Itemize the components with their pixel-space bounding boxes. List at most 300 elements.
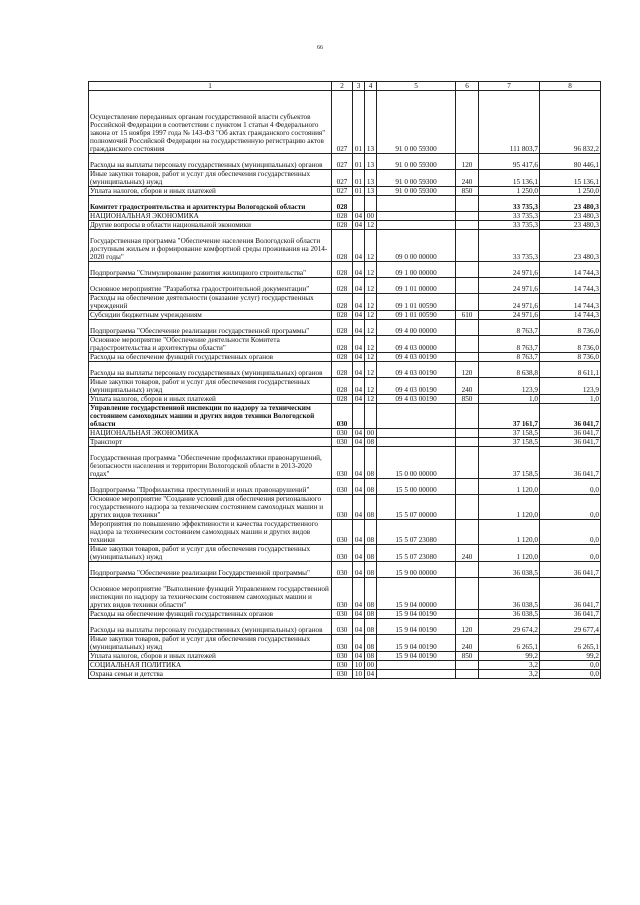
section-code: 04 [353,336,365,353]
subsection-code: 08 [365,619,377,635]
target-article-code: 91 0 00 59300 [377,187,456,196]
subsection-code: 04 [365,670,377,679]
row-name: Основное мероприятие "Разработка градостроительной документации" [89,278,332,294]
amount-col8: 123,9 [540,378,601,395]
target-article-code [377,429,456,438]
section-code: 04 [353,294,365,311]
row-name: Субсидии бюджетным учреждениям [89,311,332,320]
amount-col7: 8 763,7 [479,320,540,336]
amount-col8: 36 041,7 [540,429,601,438]
section-code [353,196,365,212]
amount-col8: 15 136,1 [540,170,601,187]
table-row [89,221,601,230]
table-row [89,196,601,212]
subsection-code: 12 [365,320,377,336]
target-article-code: 09 4 03 00190 [377,362,456,378]
target-article-code: 15 9 04 00000 [377,578,456,610]
gov-code: 028 [332,378,353,395]
target-article-code: 15 9 00 00000 [377,562,456,578]
gov-code: 030 [332,447,353,479]
table-row [89,154,601,170]
section-code: 04 [353,520,365,545]
subsection-code [365,196,377,212]
amount-col8: 0,0 [540,545,601,562]
gov-code: 030 [332,438,353,447]
table-row [89,187,601,196]
section-code: 04 [353,311,365,320]
row-name: Расходы на обеспечение деятельности (оказание услуг) государственных учреждений [89,294,332,311]
target-article-code: 09 1 00 00000 [377,262,456,278]
amount-col7: 37 158,5 [479,447,540,479]
amount-col8: 23 480,3 [540,230,601,262]
expense-type-code: 120 [456,619,479,635]
table-row [89,378,601,395]
amount-col8: 14 744,3 [540,262,601,278]
table-row [89,362,601,378]
amount-col7: 37 158,5 [479,438,540,447]
gov-code: 027 [332,187,353,196]
gov-code: 030 [332,429,353,438]
amount-col7: 1 120,0 [479,495,540,520]
budget-table [88,81,601,679]
row-name: Охрана семьи и детства [89,670,332,679]
row-name: НАЦИОНАЛЬНАЯ ЭКОНОМИКА [89,429,332,438]
row-name: Основное мероприятие "Обеспечение деятельности Комитета градостроительства и архитектуры области" [89,336,332,353]
gov-code: 028 [332,262,353,278]
expense-type-code [456,495,479,520]
target-article-code [377,661,456,670]
amount-col8: 36 041,7 [540,562,601,578]
target-article-code [377,196,456,212]
table-row [89,635,601,652]
amount-col7: 37 158,5 [479,429,540,438]
section-code: 04 [353,635,365,652]
amount-col7: 1 120,0 [479,479,540,495]
gov-code: 028 [332,336,353,353]
gov-code: 028 [332,294,353,311]
expense-type-code [456,404,479,429]
amount-col8: 29 677,4 [540,619,601,635]
amount-col7: 33 735,3 [479,230,540,262]
expense-type-code [456,212,479,221]
target-article-code: 15 0 00 00000 [377,447,456,479]
gov-code: 030 [332,479,353,495]
subsection-code: 12 [365,395,377,404]
section-code: 04 [353,262,365,278]
subsection-code [365,404,377,429]
section-code: 04 [353,230,365,262]
column-header: 6 [456,82,479,91]
table-row [89,438,601,447]
amount-col7: 24 971,6 [479,311,540,320]
subsection-code: 08 [365,652,377,661]
expense-type-code [456,438,479,447]
amount-col8: 6 265,1 [540,635,601,652]
table-row [89,311,601,320]
subsection-code: 08 [365,438,377,447]
column-header: 3 [353,82,365,91]
expense-type-code: 610 [456,311,479,320]
row-name: Уплата налогов, сборов и иных платежей [89,395,332,404]
amount-col7: 36 038,5 [479,610,540,619]
row-name: Расходы на выплаты персоналу государственных (муниципальных) органов [89,154,332,170]
subsection-code: 08 [365,635,377,652]
gov-code: 030 [332,635,353,652]
row-name: Транспорт [89,438,332,447]
subsection-code: 00 [365,429,377,438]
subsection-code: 13 [365,91,377,154]
table-row [89,230,601,262]
column-header: 2 [332,82,353,91]
table-row [89,610,601,619]
target-article-code [377,438,456,447]
gov-code: 030 [332,652,353,661]
section-code: 01 [353,91,365,154]
amount-col8: 0,0 [540,661,601,670]
section-code: 04 [353,652,365,661]
amount-col7: 99,2 [479,652,540,661]
amount-col7: 1 120,0 [479,545,540,562]
expense-type-code [456,294,479,311]
amount-col7: 3,2 [479,670,540,679]
expense-type-code: 120 [456,362,479,378]
row-name: Расходы на обеспечение функций государственных органов [89,353,332,362]
amount-col8: 14 744,3 [540,278,601,294]
target-article-code: 15 5 07 23080 [377,520,456,545]
row-name: Подпрограмма "Профилактика преступлений и иных правонарушений" [89,479,332,495]
target-article-code: 09 4 03 00190 [377,353,456,362]
subsection-code: 12 [365,362,377,378]
subsection-code: 13 [365,170,377,187]
target-article-code: 15 5 07 23080 [377,545,456,562]
column-header: 5 [377,82,456,91]
target-article-code: 91 0 00 59300 [377,91,456,154]
target-article-code: 15 9 04 00190 [377,619,456,635]
row-name: Государственная программа "Обеспечение профилактики правонарушений, безопасности населения и территории Вологодской области в 2013-2020 годах" [89,447,332,479]
amount-col8: 1 250,0 [540,187,601,196]
row-name: Комитет градостроительства и архитектуры Вологодской области [89,196,332,212]
table-row [89,320,601,336]
amount-col8: 0,0 [540,670,601,679]
section-code: 04 [353,447,365,479]
amount-col7: 1 120,0 [479,520,540,545]
section-code: 04 [353,395,365,404]
target-article-code: 09 1 01 00000 [377,278,456,294]
amount-col7: 24 971,6 [479,262,540,278]
row-name: Основное мероприятие "Выполнение функций Управлением государственной инспекции по надзору за техническим состоянием самоходных машин и других видов техники области" [89,578,332,610]
page-number: 66 [317,45,323,51]
expense-type-code: 240 [456,545,479,562]
subsection-code: 12 [365,278,377,294]
gov-code: 030 [332,520,353,545]
table-row [89,661,601,670]
gov-code: 030 [332,495,353,520]
row-name: Подпрограмма "Стимулирование развития жилищного строительства" [89,262,332,278]
amount-col7: 33 735,3 [479,196,540,212]
amount-col7: 15 136,1 [479,170,540,187]
subsection-code: 12 [365,230,377,262]
gov-code: 030 [332,545,353,562]
target-article-code: 09 4 03 00190 [377,395,456,404]
target-article-code: 09 1 01 00590 [377,311,456,320]
row-name: Расходы на выплаты персоналу государственных (муниципальных) органов [89,362,332,378]
section-code: 04 [353,545,365,562]
expense-type-code [456,262,479,278]
row-name: Основное мероприятие "Создание условий для обеспечения регионального государственного надзора за техническим состоянием самоходных машин и других видов техники" [89,495,332,520]
amount-col7: 8 638,8 [479,362,540,378]
amount-col8: 0,0 [540,479,601,495]
gov-code: 028 [332,311,353,320]
gov-code: 028 [332,362,353,378]
gov-code: 027 [332,154,353,170]
gov-code: 028 [332,320,353,336]
amount-col8: 0,0 [540,495,601,520]
row-name: СОЦИАЛЬНАЯ ПОЛИТИКА [89,661,332,670]
expense-type-code [456,429,479,438]
expense-type-code [456,670,479,679]
target-article-code: 09 4 03 00000 [377,336,456,353]
amount-col8: 14 744,3 [540,294,601,311]
expense-type-code: 240 [456,635,479,652]
table-row [89,495,601,520]
amount-col7: 95 417,6 [479,154,540,170]
expense-type-code [456,353,479,362]
row-name: Расходы на обеспечение функций государственных органов [89,610,332,619]
amount-col8: 8 736,0 [540,320,601,336]
target-article-code [377,212,456,221]
amount-col7: 3,2 [479,661,540,670]
target-article-code: 15 9 04 00190 [377,652,456,661]
expense-type-code: 850 [456,652,479,661]
table-row [89,520,601,545]
gov-code: 030 [332,578,353,610]
row-name: Подпрограмма "Обеспечение реализации Государственной программы" [89,562,332,578]
amount-col7: 36 038,5 [479,562,540,578]
amount-col7: 123,9 [479,378,540,395]
amount-col8: 80 446,1 [540,154,601,170]
section-code: 04 [353,429,365,438]
subsection-code: 08 [365,520,377,545]
target-article-code: 15 5 07 00000 [377,495,456,520]
expense-type-code [456,562,479,578]
amount-col7: 33 735,3 [479,212,540,221]
amount-col8: 36 041,7 [540,404,601,429]
table-row [89,479,601,495]
amount-col8: 36 041,7 [540,438,601,447]
gov-code: 028 [332,196,353,212]
subsection-code: 12 [365,221,377,230]
row-name: Расходы на выплаты персоналу государственных (муниципальных) органов [89,619,332,635]
expense-type-code: 240 [456,170,479,187]
row-name: Иные закупки товаров, работ и услуг для обеспечения государственных (муниципальных) нужд [89,635,332,652]
target-article-code: 15 9 04 00190 [377,635,456,652]
subsection-code: 08 [365,562,377,578]
amount-col8: 8 736,0 [540,353,601,362]
gov-code: 027 [332,91,353,154]
row-name: Уплата налогов, сборов и иных платежей [89,652,332,661]
expense-type-code [456,221,479,230]
table-row [89,545,601,562]
table-row [89,670,601,679]
expense-type-code [456,336,479,353]
gov-code: 028 [332,221,353,230]
table-row [89,429,601,438]
section-code: 10 [353,661,365,670]
table-row [89,578,601,610]
section-code: 04 [353,362,365,378]
section-code: 01 [353,187,365,196]
amount-col8: 23 480,3 [540,221,601,230]
column-header: 7 [479,82,540,91]
amount-col8: 36 041,7 [540,610,601,619]
expense-type-code [456,91,479,154]
gov-code: 030 [332,619,353,635]
gov-code: 027 [332,170,353,187]
subsection-code: 12 [365,378,377,395]
target-article-code [377,404,456,429]
target-article-code: 15 9 04 00190 [377,610,456,619]
gov-code: 028 [332,278,353,294]
amount-col7: 6 265,1 [479,635,540,652]
subsection-code: 08 [365,447,377,479]
subsection-code: 13 [365,154,377,170]
gov-code: 028 [332,353,353,362]
expense-type-code [456,578,479,610]
gov-code: 030 [332,562,353,578]
subsection-code: 12 [365,262,377,278]
column-header: 4 [365,82,377,91]
section-code [353,404,365,429]
amount-col8: 8 736,0 [540,336,601,353]
row-name: Уплата налогов, сборов и иных платежей [89,187,332,196]
section-code: 04 [353,353,365,362]
section-code: 04 [353,578,365,610]
row-name: Иные закупки товаров, работ и услуг для обеспечения государственных (муниципальных) нужд [89,545,332,562]
table-row [89,294,601,311]
target-article-code [377,670,456,679]
section-code: 10 [353,670,365,679]
table-row [89,336,601,353]
row-name: Иные закупки товаров, работ и услуг для обеспечения государственных (муниципальных) нужд [89,170,332,187]
expense-type-code: 850 [456,187,479,196]
subsection-code: 00 [365,212,377,221]
subsection-code: 13 [365,187,377,196]
amount-col8: 36 041,7 [540,447,601,479]
section-code: 04 [353,278,365,294]
amount-col8: 99,2 [540,652,601,661]
amount-col8: 14 744,3 [540,311,601,320]
column-header: 8 [540,82,601,91]
amount-col7: 24 971,6 [479,278,540,294]
section-code: 04 [353,562,365,578]
gov-code: 030 [332,404,353,429]
section-code: 04 [353,619,365,635]
gov-code: 028 [332,212,353,221]
row-name: Подпрограмма "Обеспечение реализации государственной программы" [89,320,332,336]
target-article-code: 09 1 01 00590 [377,294,456,311]
subsection-code: 12 [365,311,377,320]
amount-col7: 24 971,6 [479,294,540,311]
amount-col8: 0,0 [540,520,601,545]
subsection-code: 08 [365,495,377,520]
section-code: 04 [353,610,365,619]
table-row [89,447,601,479]
target-article-code: 15 5 00 00000 [377,479,456,495]
target-article-code: 09 0 00 00000 [377,230,456,262]
table-row [89,278,601,294]
amount-col7: 8 763,7 [479,353,540,362]
subsection-code: 08 [365,545,377,562]
row-name: Другие вопросы в области национальной экономики [89,221,332,230]
section-code: 04 [353,221,365,230]
subsection-code: 12 [365,336,377,353]
amount-col7: 1,0 [479,395,540,404]
gov-code: 028 [332,230,353,262]
expense-type-code [456,479,479,495]
gov-code: 030 [332,661,353,670]
section-code: 04 [353,378,365,395]
amount-col7: 33 735,3 [479,221,540,230]
expense-type-code [456,447,479,479]
amount-col8: 23 480,3 [540,196,601,212]
amount-col7: 1 250,0 [479,187,540,196]
section-code: 04 [353,495,365,520]
amount-col7: 29 674,2 [479,619,540,635]
row-name: Осуществление переданных органам государственной власти субъектов Российской Федерации в соответствии с пунктом 1 статьи 4 Федерального закона от 15 ноября 1997 года № 143-ФЗ "Об актах гражданского состояния" полномочий Российской Федерации на государственную регистрацию актов гражданского состояния [89,91,332,154]
amount-col7: 111 803,7 [479,91,540,154]
subsection-code: 12 [365,294,377,311]
table-row [89,619,601,635]
table-row [89,404,601,429]
row-name: Управление государственной инспекции по надзору за техническим состоянием самоходных машин и других видов техники Вологодской области [89,404,332,429]
target-article-code: 91 0 00 59300 [377,154,456,170]
amount-col8: 23 480,3 [540,212,601,221]
expense-type-code: 240 [456,378,479,395]
amount-col7: 36 038,5 [479,578,540,610]
table-row [89,91,601,154]
row-name: Иные закупки товаров, работ и услуг для обеспечения государственных (муниципальных) нужд [89,378,332,395]
subsection-code: 08 [365,479,377,495]
subsection-code: 08 [365,610,377,619]
table-row [89,395,601,404]
section-code: 04 [353,438,365,447]
amount-col8: 1,0 [540,395,601,404]
subsection-code: 08 [365,578,377,610]
target-article-code: 91 0 00 59300 [377,170,456,187]
expense-type-code [456,610,479,619]
header-row [89,82,601,91]
section-code: 04 [353,320,365,336]
amount-col7: 8 763,7 [479,336,540,353]
table-row [89,212,601,221]
table-row [89,562,601,578]
section-code: 01 [353,170,365,187]
expense-type-code [456,230,479,262]
table-row [89,170,601,187]
expense-type-code: 120 [456,154,479,170]
section-code: 04 [353,212,365,221]
row-name: НАЦИОНАЛЬНАЯ ЭКОНОМИКА [89,212,332,221]
expense-type-code [456,520,479,545]
row-name: Государственная программа "Обеспечение населения Вологодской области доступным жильем и формирование комфортной среды проживания на 2014-2020 годы" [89,230,332,262]
expense-type-code [456,320,479,336]
section-code: 01 [353,154,365,170]
section-code: 04 [353,479,365,495]
expense-type-code [456,278,479,294]
row-name: Мероприятия по повышению эффективности и качества государственного надзора за техническим состоянием самоходных машин и других видов техники [89,520,332,545]
amount-col8: 96 832,2 [540,91,601,154]
column-header: 1 [89,82,332,91]
